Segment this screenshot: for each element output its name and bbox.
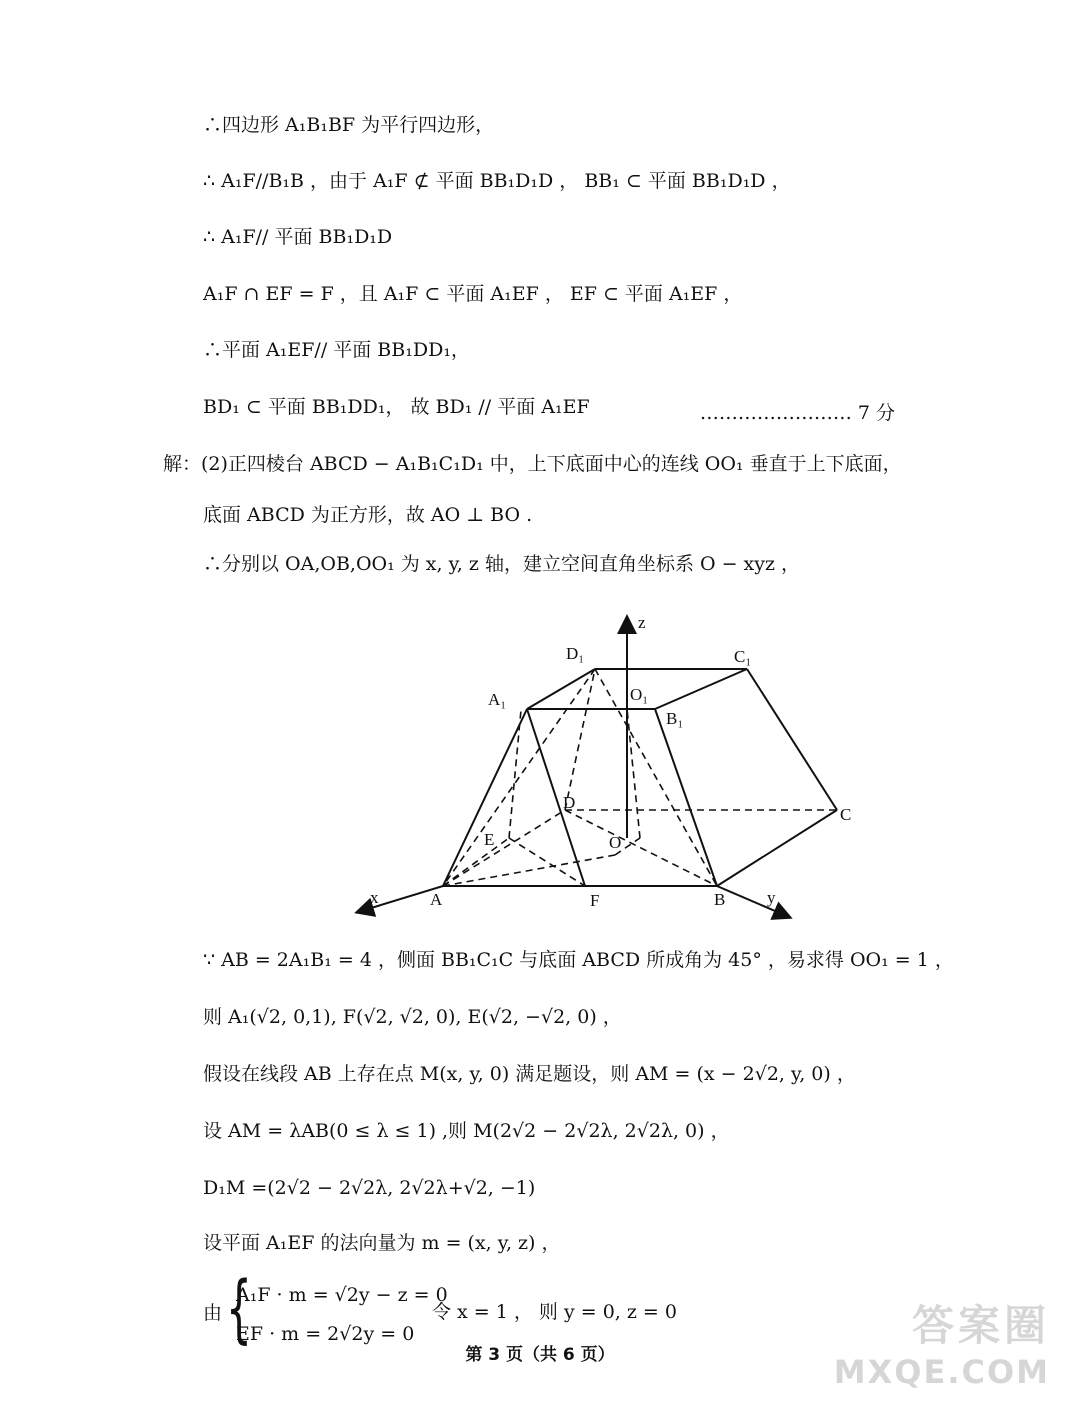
- line-8: 底面 ABCD 为正方形，故 AO ⊥ BO .: [203, 504, 533, 526]
- label-x: x: [370, 888, 379, 907]
- line-9: ∴分别以 OA,OB,OO₁ 为 x, y, z 轴，建立空间直角坐标系 O − xyz ，: [203, 553, 801, 575]
- line-6: BD₁ ⊂ 平面 BB₁DD₁， 故 BD₁ // 平面 A₁EF: [203, 396, 590, 418]
- label-O1: O₁: [630, 685, 649, 704]
- label-F: F: [590, 891, 600, 910]
- watermark-line-1: 答案圈: [911, 1301, 1050, 1350]
- label-O: O: [609, 833, 622, 852]
- line-5: ∴平面 A₁EF// 平面 BB₁DD₁，: [203, 339, 470, 361]
- label-E: E: [484, 830, 495, 849]
- page-footer: 第 3 页（共 6 页）: [465, 1345, 615, 1365]
- label-z: z: [638, 613, 646, 632]
- system-eq-2: EF · m = 2√2y = 0: [236, 1323, 415, 1345]
- label-A1: A₁: [488, 690, 507, 709]
- label-B: B: [714, 890, 726, 909]
- line-13: 设 AM = λAB(0 ≤ λ ≤ 1) ,则 M(2√2 − 2√2λ, 2√2λ, 0) ，: [203, 1120, 730, 1142]
- label-D: D: [563, 793, 576, 812]
- system-prefix: 由: [203, 1302, 223, 1324]
- system-brace: {: [226, 1266, 252, 1352]
- system-suffix: 令 x = 1 ， 则 y = 0, z = 0: [432, 1301, 677, 1323]
- label-D1: D₁: [566, 644, 585, 663]
- label-y: y: [767, 888, 776, 907]
- line-3: ∴ A₁F// 平面 BB₁D₁D: [203, 226, 393, 248]
- line-7: 解：(2)正四棱台 ABCD − A₁B₁C₁D₁ 中，上下底面中心的连线 OO₁ 垂直于上下底面，: [163, 453, 902, 475]
- line-2: ∴ A₁F//B₁B ，由于 A₁F ⊄ 平面 BB₁D₁D ， BB₁ ⊂ 平面 BB₁D₁D ，: [203, 170, 791, 192]
- line-10: ∵ AB = 2A₁B₁ = 4 ，侧面 BB₁C₁C 与底面 ABCD 所成角为 45° ，易求得 OO₁ = 1 ，: [203, 949, 954, 971]
- line-14: D₁M =(2√2 − 2√2λ, 2√2λ+√2, −1): [203, 1177, 536, 1199]
- line-12: 假设在线段 AB 上存在点 M(x, y, 0) 满足题设，则 AM = (x − 2√2, y, 0) ，: [203, 1063, 856, 1085]
- label-B1: B₁: [666, 709, 684, 728]
- label-A: A: [430, 890, 443, 909]
- line-11: 则 A₁(√2, 0,1), F(√2, √2, 0), E(√2, −√2, 0) ，: [203, 1006, 622, 1028]
- line-1: ∴四边形 A₁B₁BF 为平行四边形，: [203, 114, 495, 136]
- line-4: A₁F ∩ EF = F ，且 A₁F ⊂ 平面 A₁EF ， EF ⊂ 平面 A₁EF ，: [203, 283, 743, 305]
- label-C1: C₁: [734, 647, 752, 666]
- line-15: 设平面 A₁EF 的法向量为 m = (x, y, z) ，: [203, 1232, 561, 1254]
- watermark: [834, 1293, 1050, 1391]
- watermark-line-2: MXQE.COM: [833, 1353, 1050, 1391]
- system-eq-1: A₁F · m = √2y − z = 0: [236, 1284, 448, 1306]
- score-7: …………………… 7 分: [699, 402, 895, 424]
- label-C: C: [840, 805, 852, 824]
